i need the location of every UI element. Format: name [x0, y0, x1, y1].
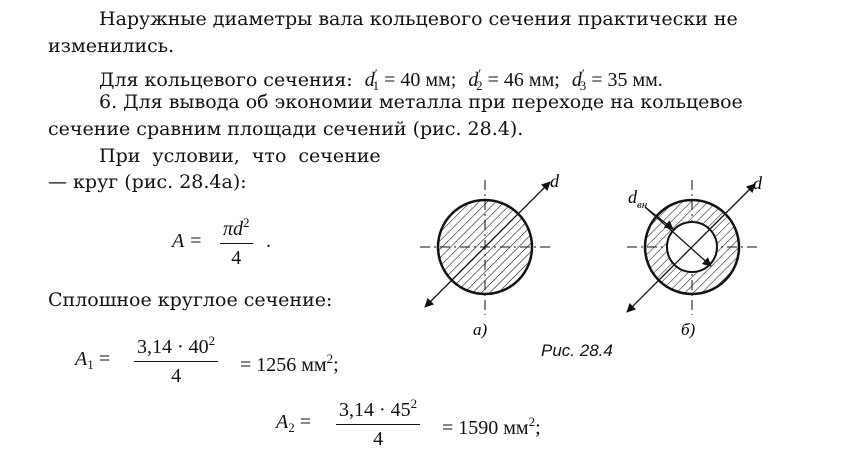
formula-a-lhs: A =: [172, 230, 203, 252]
solid-section-drawing: [420, 180, 550, 315]
paragraph-3-line-1: 6. Для вывода об экономии металла при переходе на кольцевое: [99, 91, 743, 113]
formula-a1-lhs: $A_1$ =: [75, 348, 110, 372]
paragraph-5: Сплошное круглое сечение:: [48, 289, 333, 311]
figure-label-a: а): [473, 320, 488, 339]
paragraph-1-line-2: изменились.: [48, 35, 175, 57]
paragraph-1-line-1: Наружные диаметры вала кольцевого сечения практически не: [99, 8, 738, 30]
figure-28-4: [405, 165, 785, 360]
annular-diameters-lead: Для кольцевого сечения:: [99, 69, 353, 91]
figure-label-b: б): [681, 320, 696, 339]
diameter-d2: $d'_2 = 46$ мм;: [468, 66, 560, 93]
diameter-d3: $d'_3 = 35$ мм.: [571, 66, 663, 93]
paragraph-3-line-2: сечение сравним площади сечений (рис. 28.4).: [48, 118, 524, 140]
formula-a1-result: = 1256 $мм^2$;: [240, 351, 339, 376]
paragraph-4-line-2: — круг (рис. 28.4а):: [48, 171, 247, 193]
formula-a2-result: = 1590 $мм^2$;: [442, 414, 541, 439]
formula-a2-fraction: $\frac{3,14 \cdot 45^2}{4}$: [336, 392, 420, 451]
figure-caption: Рис. 28.4: [541, 341, 613, 360]
paragraph-4-line-1: При условии, что сечение: [99, 145, 381, 167]
inner-diameter-label: $d_{вн}$: [628, 187, 648, 211]
diameter-label-a: d: [550, 171, 559, 191]
diameter-d1: $d'_1 = 40$ мм;: [364, 66, 457, 93]
formula-a2-lhs: $A_2$ =: [276, 411, 311, 435]
formula-a-tail: .: [266, 230, 271, 252]
formula-a-fraction: $\frac{\pi d^2}{4}$: [220, 211, 253, 270]
formula-a1-fraction: $\frac{3,14 \cdot 40^2}{4}$: [134, 329, 218, 388]
diameter-label-b: d: [753, 173, 762, 193]
